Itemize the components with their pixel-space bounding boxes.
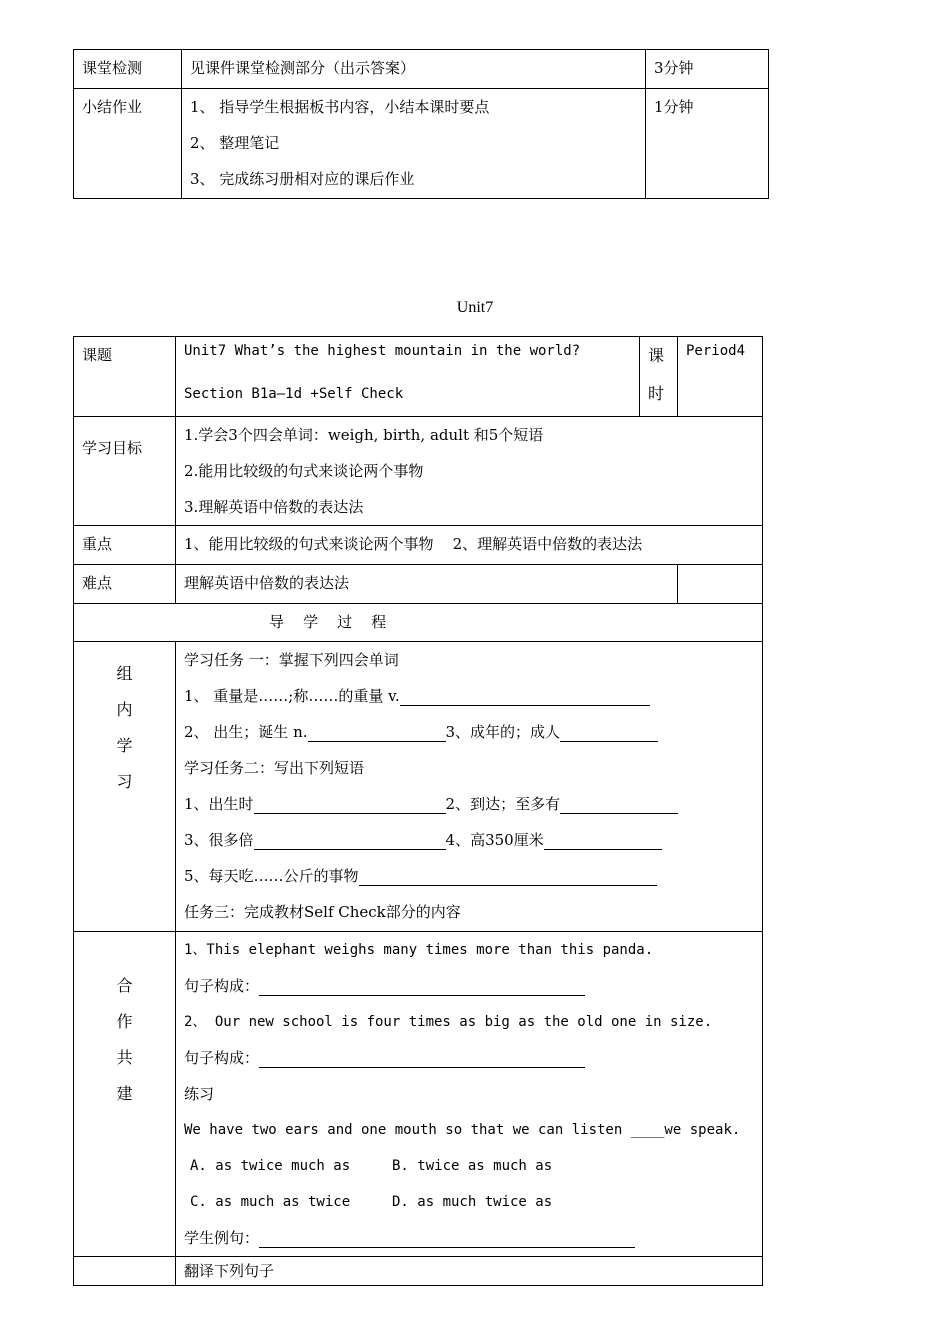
unit-title: Unit7 <box>456 299 494 316</box>
period-value: Period4 <box>678 337 763 417</box>
difficulty-row <box>74 565 763 604</box>
process-title: 导 学 过 程 <box>74 604 763 642</box>
cooperation-content: 1、This elephant weighs many times more than this panda. 句子构成： 2、 Our new school is four times as big as the old one in size. 句子构成： 练习 We have two ears and one mouth so that we can listen ____we speak. A. as twice much as B. twice as much as C. as much as twice D. as much twice as 学生例句： <box>176 932 763 1257</box>
goals-row <box>74 417 763 526</box>
difficulty-content: 理解英语中倍数的表达法 <box>176 565 678 604</box>
table-row <box>74 89 769 199</box>
cooperation-row <box>74 932 763 1257</box>
group-study-row <box>74 642 763 932</box>
topic-row <box>74 337 763 417</box>
topic-label: 课题 <box>74 337 176 417</box>
process-row <box>74 604 763 642</box>
row-content: 见课件课堂检测部分（出示答案） <box>182 50 646 89</box>
key-label: 重点 <box>74 526 176 565</box>
goals-content: 1.学会3个四会单词：weigh, birth, adult 和5个短语 2.能用比较级的句式来谈论两个事物 3.理解英语中倍数的表达法 <box>176 417 763 526</box>
group-study-label: 组 内 学 习 <box>74 642 176 932</box>
lesson-table <box>73 336 763 1286</box>
period-label: 课时 <box>640 337 678 417</box>
topic-content: Unit7 What’s the highest mountain in the world? Section B1a—1d +Self Check <box>176 337 640 417</box>
translate-label-empty <box>74 1257 176 1286</box>
top-table <box>73 49 769 199</box>
goals-label: 学习目标 <box>74 417 176 526</box>
translate-row <box>74 1257 763 1286</box>
difficulty-empty <box>678 565 763 604</box>
row-label: 课堂检测 <box>74 50 182 89</box>
key-content: 1、能用比较级的句式来谈论两个事物 2、理解英语中倍数的表达法 <box>176 526 763 565</box>
row-time: 3分钟 <box>646 50 769 89</box>
row-label: 小结作业 <box>74 89 182 199</box>
cooperation-label: 合 作 共 建 <box>74 932 176 1257</box>
translate-content: 翻译下列句子 <box>176 1257 763 1286</box>
table-row <box>74 50 769 89</box>
group-study-content: 学习任务 一：掌握下列四会单词 1、 重量是……;称……的重量 v. 2、 出生；诞生 n. 3、成年的；成人 学习任务二：写出下列短语 1、出生时 2、到达；至多有 3、很多倍 4、高350厘米 5、每天吃……公斤的事物 任务三：完成教材Self Check部分的内容 <box>176 642 763 932</box>
row-time: 1分钟 <box>646 89 769 199</box>
key-row <box>74 526 763 565</box>
difficulty-label: 难点 <box>74 565 176 604</box>
row-content: 1、 指导学生根据板书内容，小结本课时要点 2、 整理笔记 3、 完成练习册相对应的课后作业 <box>182 89 646 199</box>
